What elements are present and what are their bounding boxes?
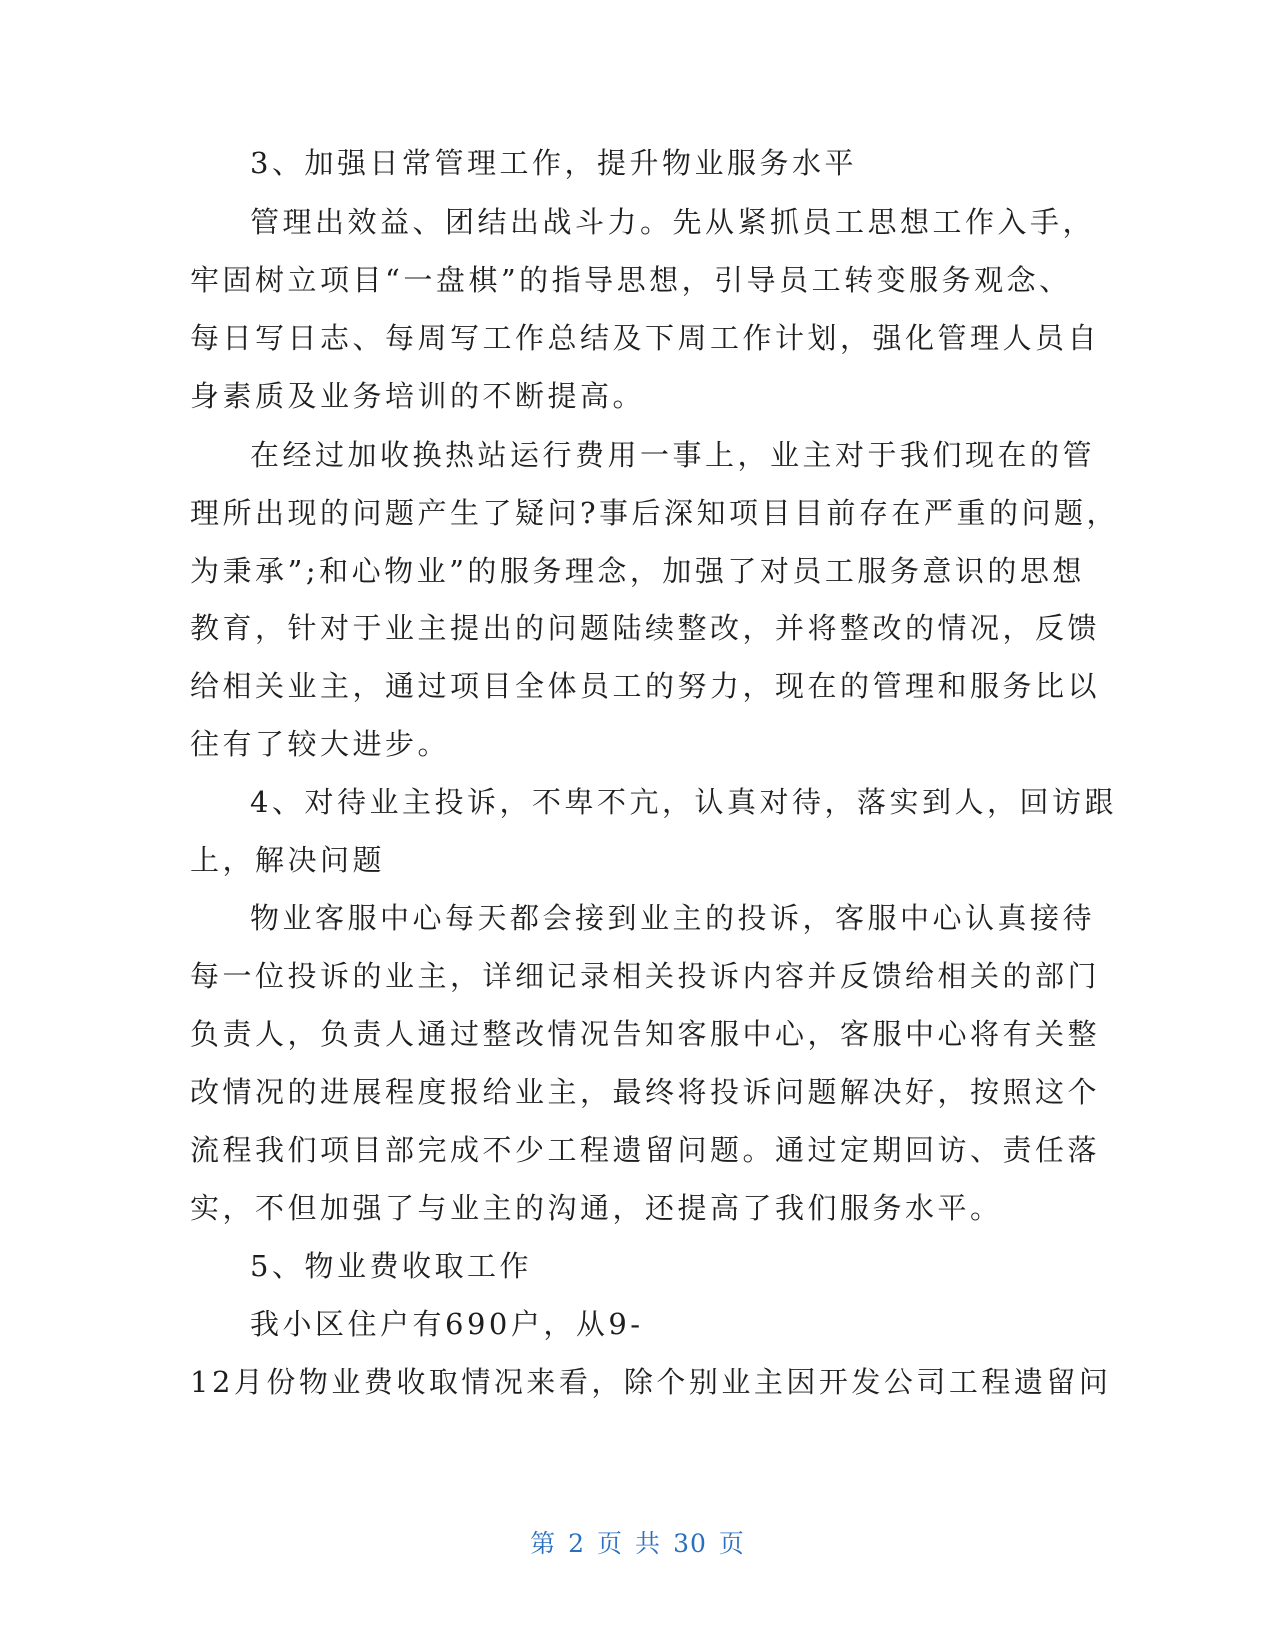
paragraph-line: 牢固树立项目“一盘棋”的指导思想，引导员工转变服务观念、 [190,263,1072,297]
paragraph-line: 流程我们项目部完成不少工程遗留问题。通过定期回访、责任落 [190,1133,1101,1167]
paragraph-line: 物业客服中心每天都会接到业主的投诉，客服中心认真接待 [250,901,1096,935]
footer-prefix: 第 [530,1529,557,1558]
paragraph-line: 管理出效益、团结出战斗力。先从紧抓员工思想工作入手， [250,205,1096,239]
paragraph-line: 实，不但加强了与业主的沟通，还提高了我们服务水平。 [190,1191,1003,1225]
footer-total-word: 共 [635,1529,662,1558]
footer-total-pages: 30 [673,1529,707,1558]
section-heading-3: 3、加强日常管理工作，提升物业服务水平 [250,146,857,180]
paragraph-line: 往有了较大进步。 [190,727,451,761]
section-heading-4: 4、对待业主投诉，不卑不亢，认真对待，落实到人，回访跟 [250,785,1117,819]
footer-page-number: 2 [568,1529,586,1558]
paragraph-line: 身素质及业务培训的不断提高。 [190,379,646,413]
paragraph-line: 教育，针对于业主提出的问题陆续整改，并将整改的情况，反馈 [190,611,1101,645]
paragraph-line: 在经过加收换热站运行费用一事上，业主对于我们现在的管 [250,438,1096,472]
page-footer [0,1527,1275,1561]
paragraph-line: 负责人，负责人通过整改情况告知客服中心，客服中心将有关整 [190,1017,1101,1051]
paragraph-line: 为秉承”;和心物业”的服务理念，加强了对员工服务意识的思想 [190,554,1085,588]
footer-page-word: 页 [597,1529,624,1558]
section-heading-4-cont: 上，解决问题 [190,843,386,877]
section-heading-5: 5、物业费收取工作 [250,1249,532,1283]
paragraph-line: 理所出现的问题产生了疑问?事后深知项目目前存在严重的问题， [190,496,1120,530]
paragraph-line: 给相关业主，通过项目全体员工的努力，现在的管理和服务比以 [190,669,1101,703]
paragraph-line: 每一位投诉的业主，详细记录相关投诉内容并反馈给相关的部门 [190,959,1101,993]
paragraph-line: 改情况的进展程度报给业主，最终将投诉问题解决好，按照这个 [190,1075,1101,1109]
paragraph-line: 12月份物业费收取情况来看，除个别业主因开发公司工程遗留问 [190,1365,1112,1399]
footer-suffix: 页 [718,1529,745,1558]
paragraph-line: 我小区住户有690户，从9- [250,1307,644,1341]
paragraph-line: 每日写日志、每周写工作总结及下周工作计划，强化管理人员自 [190,321,1101,355]
